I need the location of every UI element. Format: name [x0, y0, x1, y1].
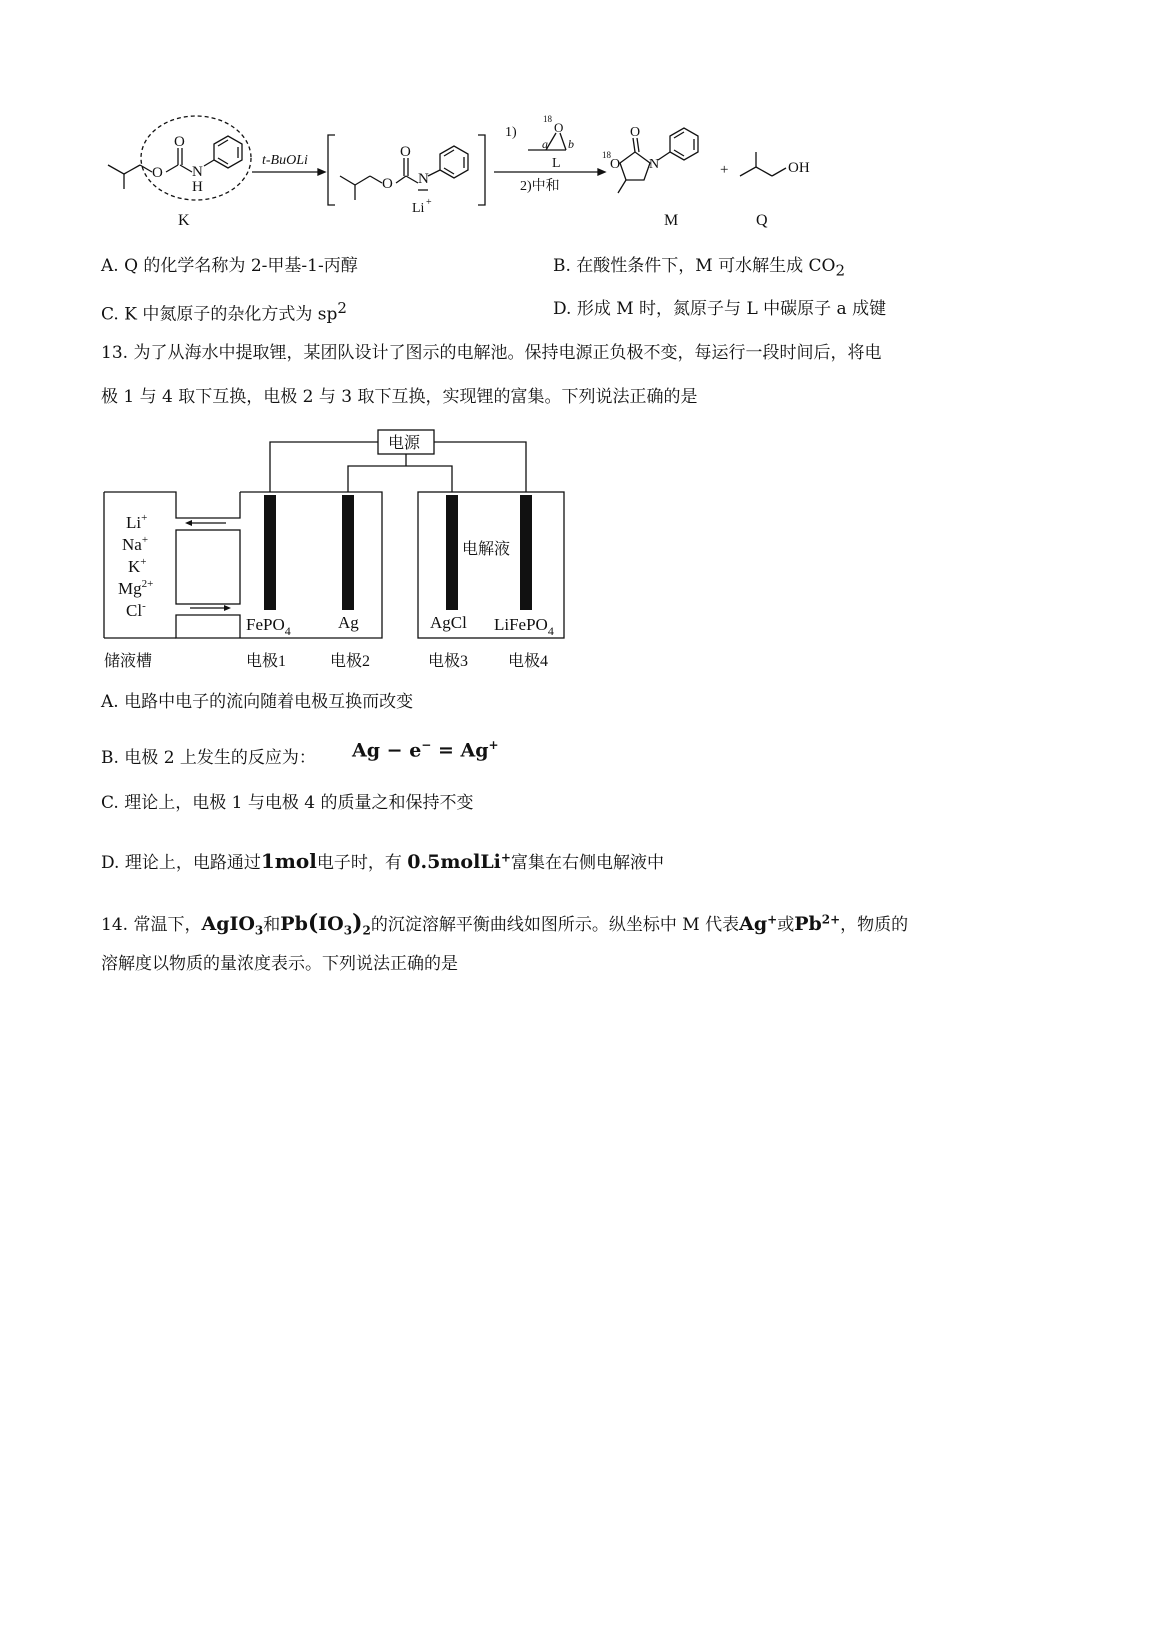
electrode-2: [342, 495, 354, 610]
electrode-3: [446, 495, 458, 610]
electrode-4-material: LiFePO$_4$: [494, 615, 554, 638]
atom-n-int: N: [418, 171, 429, 187]
oh-group: OH: [788, 160, 810, 176]
tank-label: 储液槽: [104, 653, 153, 670]
electrolysis-diagram: [0, 420, 1158, 680]
q13-stem-line2: 极 1 与 4 取下互换，电极 2 与 3 取下互换，实现锂的富集。下列说法正确的是: [101, 387, 698, 407]
ion-k: K+: [128, 556, 147, 576]
q14-stem-line2: 溶解度以物质的量浓度表示。下列说法正确的是: [101, 954, 458, 974]
electrode-2-material: Ag: [338, 613, 359, 632]
bond-b: b: [568, 137, 574, 151]
bond-a: a: [542, 137, 548, 151]
q12-option-c: C. K 中氮原子的杂化方式为 $sp^2$: [101, 299, 347, 325]
label-l: L: [552, 156, 561, 171]
atom-o-ring-m: O: [610, 157, 621, 172]
label-k: K: [178, 212, 190, 229]
reaction-scheme: [0, 0, 1158, 240]
atom-o-epoxide: O: [554, 120, 564, 135]
q13-option-b: B. 电极 2 上发生的反应为：: [101, 748, 316, 768]
atom-o-k: O: [152, 165, 163, 181]
electrode-4-label: 电极4: [508, 653, 549, 670]
li-charge: +: [426, 197, 432, 208]
q14-stem-line1: 14. 常温下，AgIO$_3$和$Pb(IO_3)_2$的沉淀溶解平衡曲线如图所示。纵坐标中 M 代表Ag+或$Pb^{2+}$，物质的: [101, 910, 909, 938]
q12-option-b: B. 在酸性条件下，M 可水解生成 $CO_2$: [553, 256, 846, 280]
electrode-4: [520, 495, 532, 610]
electrolyte-label: 电解液: [462, 541, 511, 558]
plus-sign: +: [720, 162, 729, 178]
iso-18-l: 18: [543, 114, 552, 124]
q13-option-a: A. 电路中电子的流向随着电极互换而改变: [101, 692, 414, 712]
ion-li: Li+: [126, 512, 148, 532]
atom-h-k: H: [192, 179, 203, 195]
q13-option-d: D. 理论上，电路通过1mol电子时，有 0.5molLi+富集在右侧电解液中: [101, 849, 664, 873]
q13-stem-line1: 13. 为了从海水中提取锂，某团队设计了图示的电解池。保持电源正负极不变，每运行一段时间后，将电: [101, 343, 882, 363]
ion-cl: Cl-: [126, 600, 146, 620]
step-2: 2)中和: [520, 179, 560, 194]
atom-n-m: N: [649, 157, 660, 172]
q12-option-a: A. Q 的化学名称为 2-甲基-1-丙醇: [101, 256, 358, 276]
label-m: M: [664, 212, 679, 229]
electrode-1-label: 电极1: [246, 653, 287, 670]
atom-li-int: Li: [412, 201, 425, 216]
electrode-2-label: 电极2: [330, 653, 371, 670]
electrode-1-material: FePO$_4$: [246, 615, 291, 638]
atom-n-k: N: [192, 164, 203, 180]
atom-o-carbonyl-m: O: [630, 125, 641, 140]
iso-18-m: 18: [602, 150, 611, 160]
atom-o-carbonyl-int: O: [400, 144, 411, 160]
electrode-1: [264, 495, 276, 610]
label-q: Q: [756, 212, 768, 229]
ion-na: Na+: [122, 534, 149, 554]
q12-option-d: D. 形成 M 时，氮原子与 L 中碳原子 a 成键: [553, 299, 887, 319]
step-1: 1): [505, 125, 517, 140]
q13-option-b-equation: Ag − e− = Ag+: [352, 738, 499, 762]
q13-option-c: C. 理论上，电极 1 与电极 4 的质量之和保持不变: [101, 793, 474, 813]
electrode-3-label: 电极3: [428, 653, 469, 670]
electrode-3-material: AgCl: [430, 613, 467, 632]
power-source-label: 电源: [388, 435, 421, 452]
atom-o-carbonyl-k: O: [174, 134, 185, 150]
atom-o-int: O: [382, 176, 393, 192]
reagent-base: t-BuOLi: [262, 153, 308, 168]
ion-mg: $Mg^{2+}$: [118, 578, 154, 598]
